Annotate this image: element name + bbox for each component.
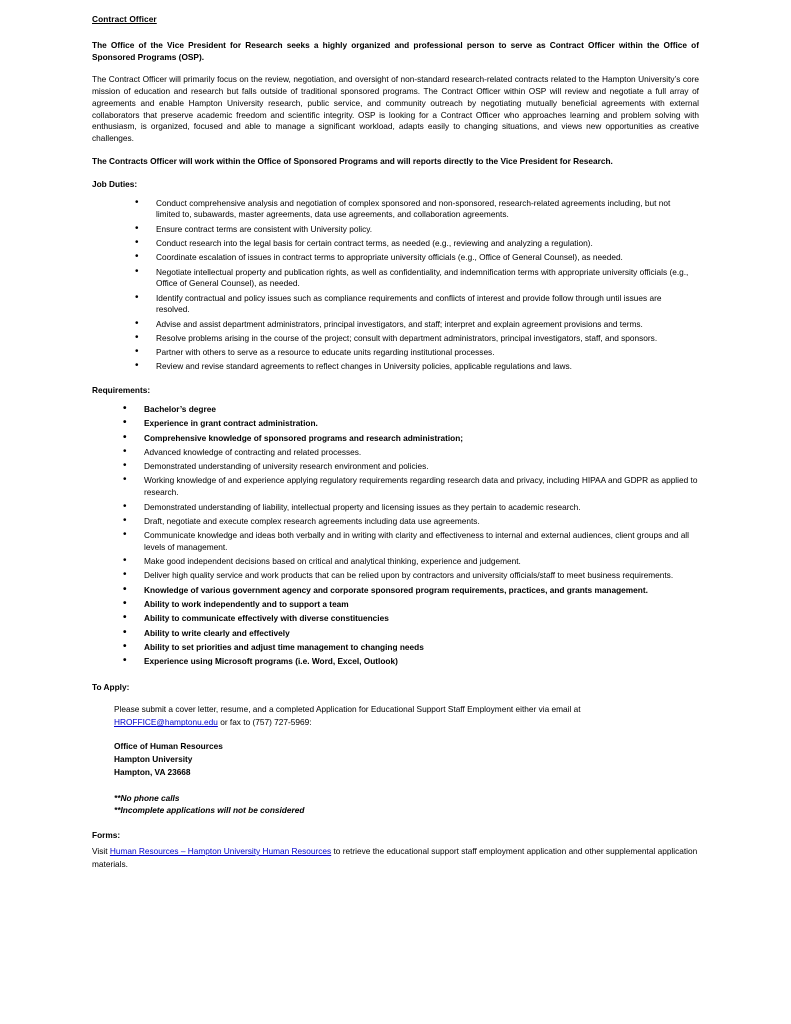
- list-item: • Conduct research into the legal basis for certain contract terms, as needed (e.g., reviewing and analyzing a regulation).: [135, 238, 695, 250]
- requirements-heading: Requirements:: [92, 385, 151, 396]
- note-incomplete-applications: **Incomplete applications will not be considered: [114, 805, 305, 816]
- list-item: • Draft, negotiate and execute complex research agreements including data use agreements.: [120, 516, 699, 528]
- address-line: Hampton University: [114, 754, 193, 764]
- forms-suffix-text: to retrieve the educational support staff employment application and other supplemental application materials.: [92, 845, 698, 869]
- human-resources-link[interactable]: Human Resources – Hampton University Human Resources: [109, 845, 332, 856]
- list-item: • Experience using Microsoft programs (i.e. Word, Excel, Outlook): [120, 656, 699, 668]
- forms-prefix-text: Visit: [92, 845, 108, 856]
- list-item: • Negotiate intellectual property and publication rights, as well as confidentiality, and indemnification terms with appropriate university officials (e.g., Office of General Counsel), as needed.: [135, 267, 695, 291]
- intro-body-paragraph: The Contract Officer will primarily focus on the review, negotiation, and oversight of non-standard research-related contracts related to the Hampton University’s core mission of education and research but falls outside of traditional sponsored programs. The Contract Officer within OSP will review and negotiate a full array of agreements and enable Hampton University research, public service, and community outreach by negotiating mutually beneficial agreements with external collaborators that preserve academic freedom and scientific integrity. OSP is looking for a Contract Officer who approaches learning and problem solving with enthusiasm, is organized, focused and able to manage a significant workload, adapts easily to changing situations, and views new opportunities as creative challenges.: [92, 74, 699, 144]
- apply-contact-line: [114, 717, 699, 729]
- requirements-list: [120, 404, 699, 668]
- list-item: • Make good independent decisions based on critical and analytical thinking, experience and judgement.: [120, 556, 699, 568]
- forms-paragraph: [92, 845, 699, 871]
- list-item: • Advise and assist department administrators, principal investigators, and staff; interpret and explain agreement provisions and terms.: [135, 319, 695, 331]
- address-line: Office of Human Resources: [114, 741, 223, 752]
- list-item: • Ensure contract terms are consistent with University policy.: [135, 224, 695, 236]
- list-item: • Advanced knowledge of contracting and related processes.: [120, 447, 699, 459]
- reporting-paragraph: The Contracts Officer will work within the Office of Sponsored Programs and will reports directly to the Vice President for Research.: [92, 156, 613, 167]
- forms-heading: Forms:: [92, 830, 121, 841]
- to-apply-heading: To Apply:: [92, 681, 130, 692]
- list-item: • Ability to work independently and to support a team: [120, 599, 699, 611]
- list-item: • Bachelor’s degree: [120, 404, 699, 416]
- list-item: • Communicate knowledge and ideas both verbally and in writing with clarity and effectiveness to internal and external audiences, client groups and all levels of management.: [120, 530, 699, 554]
- intro-bold-paragraph: The Office of the Vice President for Research seeks a highly organized and professional person to serve as Contract Officer within the Office of Sponsored Programs (OSP).: [92, 39, 699, 62]
- list-item: • Resolve problems arising in the course of the project; consult with department administrators, principal investigators, staff, and sponsors.: [135, 333, 695, 345]
- application-notes: [114, 793, 699, 818]
- list-item: • Review and revise standard agreements to reflect changes in University policies, applicable regulations and laws.: [135, 361, 695, 373]
- list-item: • Knowledge of various government agency and corporate sponsored program requirements, practices, and grants management.: [120, 585, 699, 597]
- list-item: • Ability to set priorities and adjust time management to changing needs: [120, 642, 699, 654]
- job-duties-heading: Job Duties:: [92, 178, 138, 189]
- list-item: • Ability to communicate effectively with diverse constituencies: [120, 613, 699, 625]
- job-posting-document: [92, 14, 699, 871]
- list-item: • Identify contractual and policy issues such as compliance requirements and conflicts of interest and provide follow through until issues are resolved.: [135, 293, 695, 317]
- list-item: • Deliver high quality service and work products that can be relied upon by contractors and university officials/staff to meet business requirements.: [120, 570, 699, 582]
- list-item: • Demonstrated understanding of liability, intellectual property and licensing issues as they pertain to academic research.: [120, 502, 699, 514]
- list-item: • Experience in grant contract administration.: [120, 418, 699, 430]
- list-item: • Coordinate escalation of issues in contract terms to appropriate university officials (e.g., Office of General Counsel), as needed.: [135, 252, 695, 264]
- list-item: • Demonstrated understanding of university research environment and policies.: [120, 461, 699, 473]
- list-item: • Conduct comprehensive analysis and negotiation of complex sponsored and non-sponsored, research-related agreements including, but not limited to, subawards, master agreements, data use agreements, and collaboration agreements.: [135, 198, 695, 222]
- list-item: • Partner with others to serve as a resource to educate units regarding institutional processes.: [135, 347, 695, 359]
- apply-fax-text: or fax to (757) 727-5969:: [220, 717, 312, 728]
- list-item: • Ability to write clearly and effectively: [120, 628, 699, 640]
- mailing-address: [114, 741, 699, 778]
- apply-instruction-text: Please submit a cover letter, resume, and a completed Application for Educational Support Staff Employment either via email at: [114, 703, 581, 714]
- page-title: Contract Officer: [92, 14, 157, 24]
- hr-email-link[interactable]: HROFFICE@hamptonu.edu: [114, 717, 218, 728]
- list-item: • Comprehensive knowledge of sponsored programs and research administration;: [120, 433, 699, 445]
- list-item: • Working knowledge of and experience applying regulatory requirements regarding research data and privacy, including HIPAA and GDPR as applied to research.: [120, 475, 699, 499]
- apply-instructions: [114, 704, 699, 817]
- address-line: Hampton, VA 23668: [114, 766, 191, 777]
- note-no-phone-calls: **No phone calls: [114, 792, 180, 803]
- job-duties-list: [135, 198, 695, 374]
